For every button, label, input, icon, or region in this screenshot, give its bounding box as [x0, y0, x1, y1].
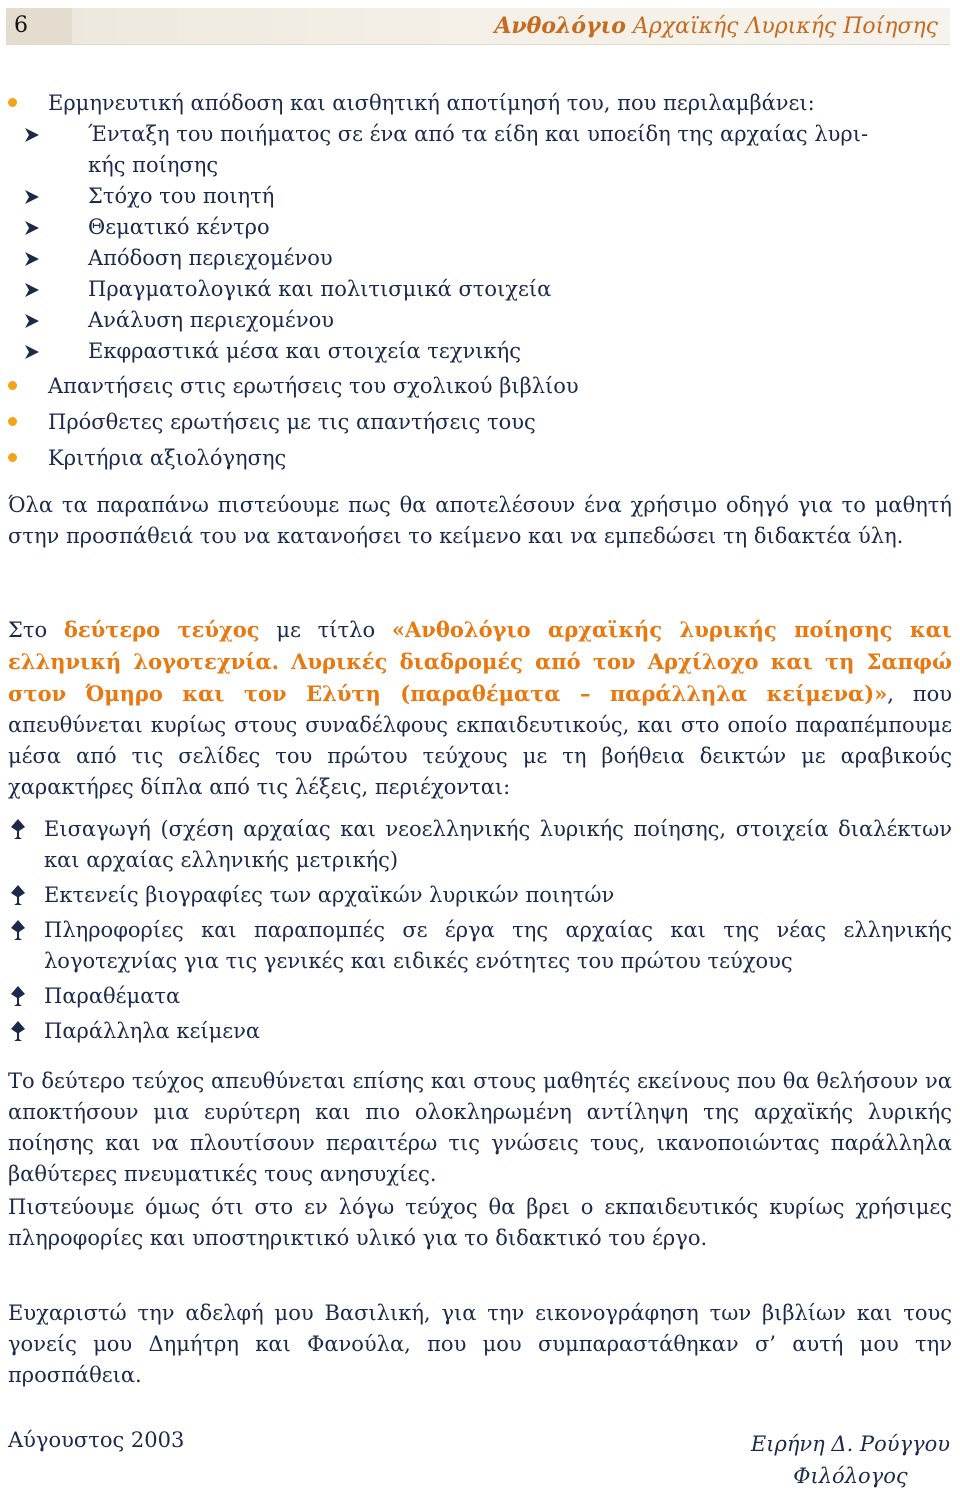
contents-list-item	[8, 981, 952, 1012]
list-item	[8, 88, 952, 119]
sub-list-item	[8, 119, 952, 181]
sub-list-item	[8, 181, 952, 212]
sub-list-item	[8, 305, 952, 336]
main-list	[8, 371, 952, 474]
sub-item-text-continued: κής ποίησης	[88, 153, 219, 177]
sub-list-item	[8, 274, 952, 305]
date-label: Αύγουστος 2003	[8, 1428, 185, 1452]
paragraph-students	[8, 1066, 952, 1254]
list-item	[8, 371, 952, 402]
sub-item-text: Στόχο του ποιητή	[88, 184, 275, 208]
arrow-bullet-icon	[22, 311, 42, 331]
paragraph-text: Όλα τα παραπάνω πιστεύουμε πως θα αποτελέσουν ένα χρήσιμο οδηγό για το μαθητή στην προσπάθειά του να κατανοήσει το κείμενο και να εμπεδώσει τη διδακτέα ύλη.	[8, 493, 952, 548]
signature-block	[751, 1428, 950, 1492]
contents-item-text: Παράλληλα κείμενα	[44, 1019, 261, 1043]
text-run: , που απευθύνεται κυρίως στους συναδέλφους εκπαιδευτικούς, και στο οποίο παραπέμπουμε μέσα από τις σελίδες του πρώτου τεύχους με τη βοήθεια δεικτών με αραβικούς χαρακτήρες δίπλα από τις λέξεις, περιέχονται:	[8, 682, 953, 799]
text-run: Στο	[8, 618, 64, 642]
page-header	[6, 8, 950, 45]
sub-list-item	[8, 212, 952, 243]
arrow-bullet-icon	[22, 218, 42, 238]
sub-list	[8, 119, 952, 367]
list-item-text: Απαντήσεις στις ερωτήσεις του σχολικού βιβλίου	[48, 374, 579, 398]
sub-item-text: Ένταξη του ποιήματος σε ένα από τα είδη και υποείδη της αρχαίας λυρι-	[88, 122, 869, 146]
diamond-bullet-icon	[8, 1021, 28, 1043]
running-title-bold: Ανθολόγιο	[494, 13, 626, 39]
highlight-volume-title: «Ανθολόγιο αρχαϊκής λυρικής ποίησης και ελληνική λογοτεχνία. Λυρικές διαδρομές από τον Αρχίλοχο και τη Σαπφώ στον Όμηρο και τον Ελύτη (παραθέματα – παράλληλα κείμενα)»	[8, 617, 952, 706]
paragraph-guide	[8, 490, 952, 552]
paragraph-thanks	[8, 1298, 952, 1391]
contents-item-text: Παραθέματα	[44, 984, 181, 1008]
sub-list-item	[8, 336, 952, 367]
diamond-bullet-icon	[8, 885, 28, 907]
bullet-dot-icon	[8, 453, 17, 462]
sub-item-text: Θεματικό κέντρο	[88, 215, 270, 239]
bullet-dot-icon	[8, 417, 17, 426]
diamond-bullet-icon	[8, 920, 28, 942]
list-item-text: Κριτήρια αξιολόγησης	[48, 446, 287, 470]
contents-list-item	[8, 1016, 952, 1047]
paragraph-text: Το δεύτερο τεύχος απευθύνεται επίσης και στους μαθητές εκείνους που θα θελήσουν να αποκτήσουν μια ευρύτερη και πιο ολοκληρωμένη αντίληψη της αρχαϊκής λυρικής ποίησης και να πλουτίσουν περαιτέρω τις γνώσεις τους, ικανοποιώντας παράλληλα βαθύτερες πνευματικές τους ανησυχίες.	[8, 1069, 952, 1186]
page-number: 6	[6, 8, 72, 44]
contents-list-item	[8, 880, 952, 911]
author-name: Ειρήνη Δ. Ρούγγου	[750, 1432, 950, 1456]
features-list	[8, 88, 952, 479]
sub-item-text: Ανάλυση περιεχομένου	[88, 308, 334, 332]
bullet-dot-icon	[8, 381, 17, 390]
sub-list-item	[8, 243, 952, 274]
text-run: με τίτλο	[259, 618, 392, 642]
running-title	[494, 8, 938, 44]
arrow-bullet-icon	[22, 125, 42, 145]
contents-list-item	[8, 915, 952, 977]
list-item	[8, 407, 952, 438]
paragraph-text: Ευχαριστώ την αδελφή μου Βασιλική, για την εικονογράφηση των βιβλίων και τους γονείς μου Δημήτρη και Φανούλα, που μου συμπαραστάθηκαν σ’ αυτή μου την προσπάθεια.	[8, 1301, 952, 1387]
paragraph-second-volume	[8, 614, 952, 803]
diamond-bullet-icon	[8, 986, 28, 1008]
author-role: Φιλόλογος	[793, 1464, 908, 1488]
arrow-bullet-icon	[22, 342, 42, 362]
arrow-bullet-icon	[22, 280, 42, 300]
sub-item-text: Πραγματολογικά και πολιτισμικά στοιχεία	[88, 277, 552, 301]
contents-list	[8, 814, 952, 1051]
sub-item-text: Εκφραστικά μέσα και στοιχεία τεχνικής	[88, 339, 522, 363]
arrow-bullet-icon	[22, 249, 42, 269]
bullet-dot-icon	[8, 98, 17, 107]
contents-list-item	[8, 814, 952, 876]
diamond-bullet-icon	[8, 819, 28, 841]
list-item-text: Πρόσθετες ερωτήσεις με τις απαντήσεις τους	[48, 410, 536, 434]
highlight-second-volume: δεύτερο τεύχος	[63, 617, 260, 642]
paragraph-text	[8, 614, 952, 803]
contents-item-text: Εκτενείς βιογραφίες των αρχαϊκών λυρικών ποιητών	[44, 883, 615, 907]
arrow-bullet-icon	[22, 187, 42, 207]
running-title-rest: Αρχαϊκής Λυρικής Ποίησης	[625, 14, 938, 39]
contents-item-text: Πληροφορίες και παραπομπές σε έργα της αρχαίας και της νέας ελληνικής λογοτεχνίας για τις γενικές και ειδικές ενότητες του πρώτου τεύχους	[44, 918, 952, 973]
contents-item-text: Εισαγωγή (σχέση αρχαίας και νεοελληνικής λυρικής ποίησης, στοιχεία διαλέκτων και αρχαίας ελληνικής μετρικής)	[44, 817, 952, 872]
sub-item-text: Απόδοση περιεχομένου	[88, 246, 333, 270]
intro-item-text: Ερμηνευτική απόδοση και αισθητική αποτίμησή του, που περιλαμβάνει:	[48, 91, 815, 115]
list-item	[8, 443, 952, 474]
paragraph-text: Πιστεύουμε όμως ότι στο εν λόγω τεύχος θα βρει ο εκπαιδευτικός κυρίως χρήσιμες πληροφορίες και υποστηρικτικό υλικό για το διδακτικό του έργο.	[8, 1195, 952, 1250]
